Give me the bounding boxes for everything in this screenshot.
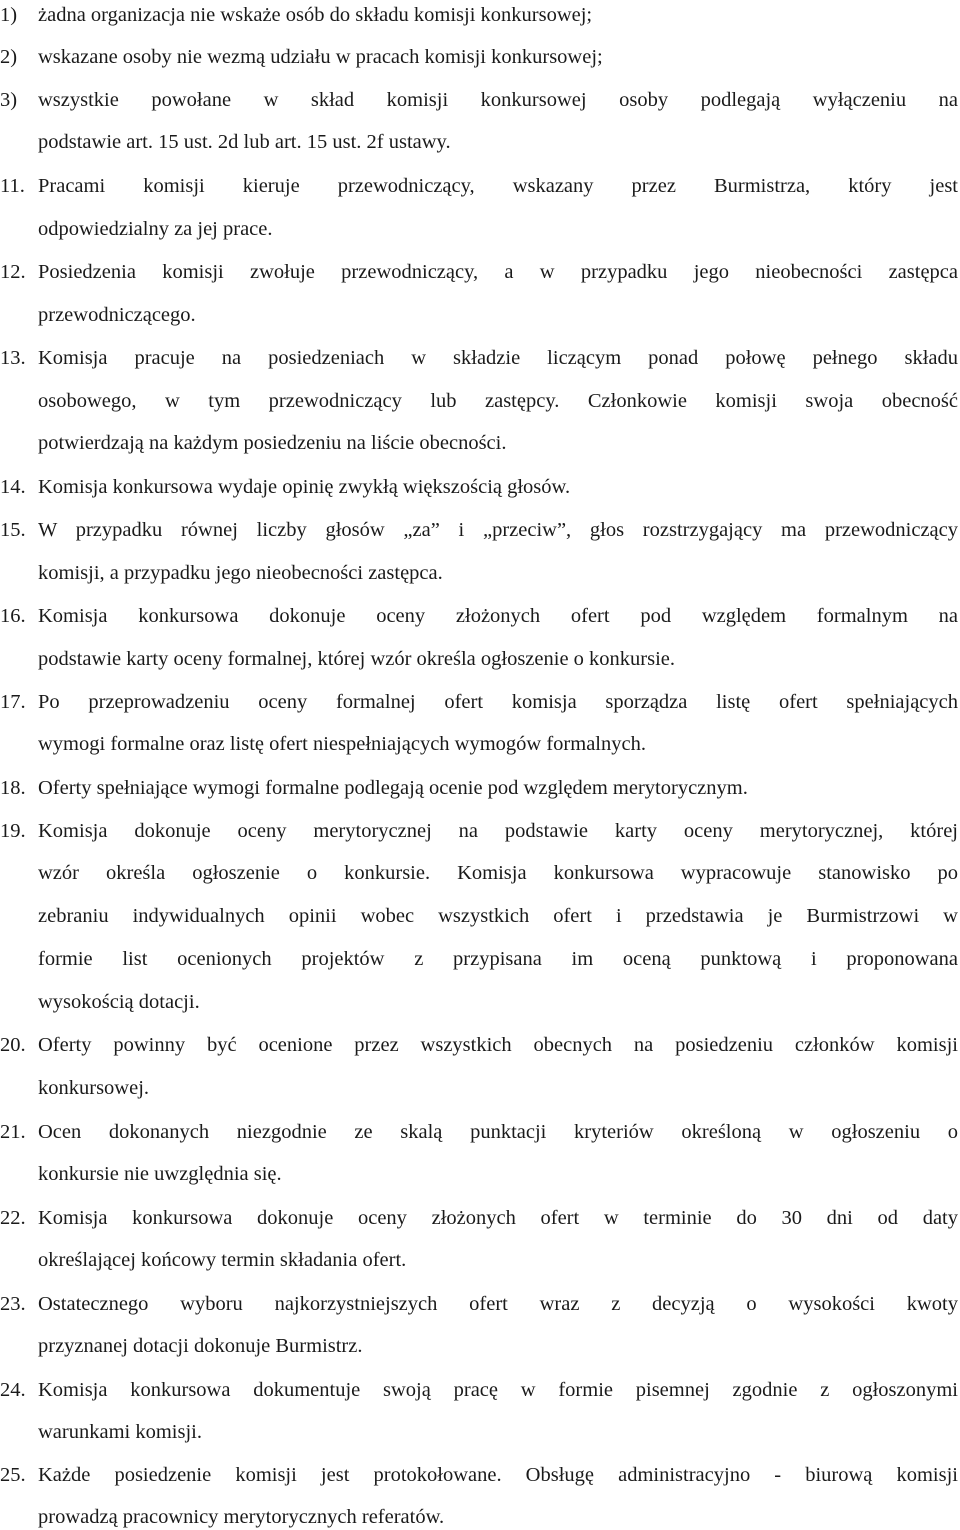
item-text-line: Ostatecznego wyboru najkorzystniejszych ofert wraz z decyzją o wysokości kwoty: [38, 1293, 958, 1315]
item-text-line: Komisja konkursowa dokonuje oceny złożonych ofert w terminie do 30 dni od daty: [38, 1207, 958, 1229]
subitem-label: 3): [0, 89, 18, 111]
item-text-line: Komisja konkursowa dokumentuje swoją pracę w formie pisemnej zgodnie z ogłoszonymi: [38, 1379, 958, 1401]
item-text-line: zebraniu indywidualnych opinii wobec wszystkich ofert i przedstawia je Burmistrzowi w: [38, 905, 958, 927]
item-number: 18.: [0, 777, 26, 799]
item-text-line: określającej końcowy termin składania ofert.: [38, 1249, 407, 1271]
item-text-line: formie list ocenionych projektów z przypisana im oceną punktową i proponowana: [38, 948, 958, 970]
item-number: 17.: [0, 691, 26, 713]
item-text-line: komisji, a przypadku jego nieobecności zastępca.: [38, 562, 443, 584]
item-number: 20.: [0, 1034, 26, 1056]
item-text-line: podstawie karty oceny formalnej, której wzór określa ogłoszenie o konkursie.: [38, 648, 676, 670]
subitem-text: wszystkie powołane w skład komisji konkursowej osoby podlegają wyłączeniu na: [38, 89, 958, 111]
item-text-line: przyznanej dotacji dokonuje Burmistrz.: [38, 1335, 363, 1357]
item-number: 22.: [0, 1207, 26, 1229]
item-text-line: prowadzą pracownicy merytorycznych referatów.: [38, 1506, 445, 1528]
item-number: 12.: [0, 261, 26, 283]
item-text-line: wzór określa ogłoszenie o konkursie. Komisja konkursowa wypracowuje stanowisko po: [38, 862, 958, 884]
item-number: 25.: [0, 1464, 26, 1486]
item-text-line: Po przeprowadzeniu oceny formalnej ofert komisja sporządza listę ofert spełniających: [38, 691, 958, 713]
item-text-line: przewodniczącego.: [38, 304, 196, 326]
subitem-label: 2): [0, 46, 18, 68]
item-text-line: warunkami komisji.: [38, 1421, 202, 1443]
item-text-line: Komisja pracuje na posiedzeniach w składzie liczącym ponad połowę pełnego składu: [38, 347, 958, 369]
item-text-line: konkursowej.: [38, 1077, 150, 1099]
item-text-line: Komisja konkursowa dokonuje oceny złożonych ofert pod względem formalnym na: [38, 605, 958, 627]
item-number: 21.: [0, 1121, 26, 1143]
item-text-line: Posiedzenia komisji zwołuje przewodniczący, a w przypadku jego nieobecności zastępca: [38, 261, 958, 283]
item-number: 19.: [0, 820, 26, 842]
item-text-line: Ocen dokonanych niezgodnie ze skalą punktacji kryteriów określoną w ogłoszeniu o: [38, 1121, 958, 1143]
item-number: 23.: [0, 1293, 26, 1315]
item-text-line: Pracami komisji kieruje przewodniczący, wskazany przez Burmistrza, który jest: [38, 175, 958, 197]
item-text-line: osobowego, w tym przewodniczący lub zastępcy. Członkowie komisji swoja obecność: [38, 390, 958, 412]
item-text-line: wysokością dotacji.: [38, 991, 200, 1013]
item-text-line: wymogi formalne oraz listę ofert niespełniających wymogów formalnych.: [38, 733, 646, 755]
item-text-line: Oferty spełniające wymogi formalne podlegają ocenie pod względem merytorycznym.: [38, 777, 748, 799]
item-text-line: Oferty powinny być ocenione przez wszystkich obecnych na posiedzeniu członków komisji: [38, 1034, 958, 1056]
item-text-line: konkursie nie uwzględnia się.: [38, 1163, 282, 1185]
item-text-line: Komisja konkursowa wydaje opinię zwykłą większością głosów.: [38, 476, 571, 498]
item-number: 14.: [0, 476, 26, 498]
item-text-line: odpowiedzialny za jej prace.: [38, 218, 273, 240]
item-number: 13.: [0, 347, 26, 369]
item-text-line: W przypadku równej liczby głosów „za” i „przeciw”, głos rozstrzygający ma przewodniczący: [38, 519, 958, 541]
subitem-text: żadna organizacja nie wskaże osób do składu komisji konkursowej;: [38, 4, 593, 26]
item-number: 15.: [0, 519, 26, 541]
subitem-text: wskazane osoby nie wezmą udziału w pracach komisji konkursowej;: [38, 46, 603, 68]
subitem-text-continued: podstawie art. 15 ust. 2d lub art. 15 ust. 2f ustawy.: [38, 131, 451, 153]
item-text-line: Komisja dokonuje oceny merytorycznej na podstawie karty oceny merytorycznej, której: [38, 820, 958, 842]
subitem-label: 1): [0, 4, 18, 26]
item-text-line: Każde posiedzenie komisji jest protokołowane. Obsługę administracyjno - biurową komisji: [38, 1464, 958, 1486]
item-number: 16.: [0, 605, 26, 627]
item-number: 11.: [0, 175, 25, 197]
item-text-line: potwierdzają na każdym posiedzeniu na liście obecności.: [38, 432, 507, 454]
item-number: 24.: [0, 1379, 26, 1401]
